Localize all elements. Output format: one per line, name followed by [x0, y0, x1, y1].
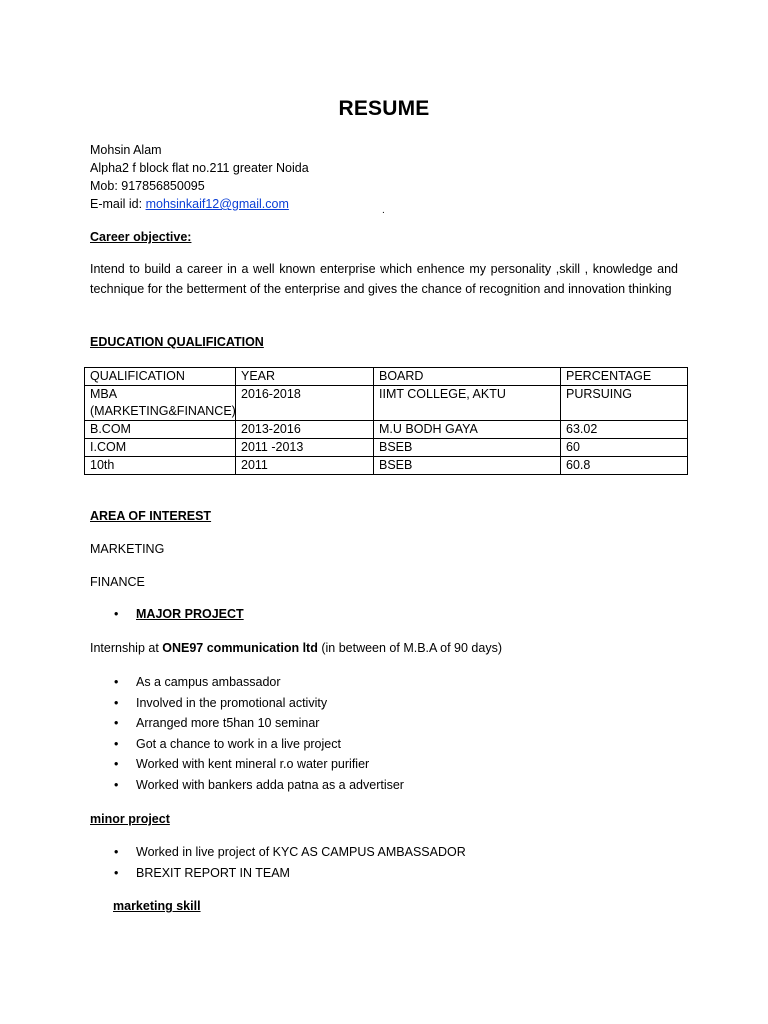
table-cell: BSEB [374, 439, 561, 457]
list-item-text: Worked with bankers adda patna as a advertiser [136, 777, 404, 792]
table-cell: PURSUING [561, 386, 688, 421]
career-objective-heading: Career objective: [90, 230, 192, 244]
list-item [90, 693, 404, 714]
list-item [90, 604, 244, 625]
contact-mobile: Mob: 917856850095 [90, 179, 205, 193]
marketing-skill-heading: marketing skill [113, 899, 201, 913]
resume-title: RESUME [338, 97, 430, 120]
table-cell: IIMT COLLEGE, AKTU [374, 386, 561, 421]
list-item-text: Worked in live project of KYC AS CAMPUS AMBASSADOR [136, 845, 466, 859]
table-cell: I.COM [85, 439, 236, 457]
list-item-text: Arranged more t5han 10 seminar [136, 716, 320, 731]
internship-suffix: (in between of M.B.A of 90 days) [317, 641, 502, 655]
table-cell: 60 [561, 439, 688, 457]
list-item-text: Got a chance to work in a live project [136, 736, 341, 751]
table-cell: 63.02 [561, 421, 688, 439]
stray-dot: . [382, 205, 385, 216]
table-row [85, 386, 688, 421]
table-row [85, 421, 688, 439]
area-of-interest-heading: AREA OF INTEREST [90, 509, 212, 523]
contact-address: Alpha2 f block flat no.211 greater Noida [90, 161, 309, 175]
table-cell: 2013-2016 [236, 421, 374, 439]
table-cell: 2011 -2013 [236, 439, 374, 457]
list-item-text: As a campus ambassador [136, 675, 281, 689]
major-project-list [90, 672, 404, 796]
contact-block [90, 141, 309, 213]
education-heading: EDUCATION QUALIFICATION [90, 335, 264, 349]
bullet-icon: • [114, 695, 119, 710]
education-table [84, 367, 688, 475]
interest-item: FINANCE [90, 575, 145, 589]
table-cell: BSEB [374, 457, 561, 475]
list-item [90, 734, 404, 755]
minor-project-list [90, 842, 466, 883]
list-item [90, 863, 466, 884]
list-item [90, 775, 404, 796]
table-header-cell: QUALIFICATION [85, 368, 236, 386]
table-cell: 2011 [236, 457, 374, 475]
contact-name: Mohsin Alam [90, 143, 162, 157]
major-project-heading-list [90, 604, 244, 625]
bullet-icon: • [114, 607, 119, 621]
list-item [90, 754, 404, 775]
bullet-icon: • [114, 716, 119, 731]
internship-company: ONE97 communication ltd [162, 641, 318, 655]
bullet-icon: • [114, 865, 119, 880]
table-row [85, 439, 688, 457]
table-header-row [85, 368, 688, 386]
bullet-icon: • [114, 675, 119, 689]
table-cell: 2016-2018 [236, 386, 374, 421]
bullet-icon: • [114, 757, 119, 772]
list-item [90, 713, 404, 734]
interest-item: MARKETING [90, 542, 165, 556]
table-header-cell: YEAR [236, 368, 374, 386]
list-item-text: Involved in the promotional activity [136, 695, 328, 710]
email-link[interactable]: mohsinkaif12@gmail.com [145, 197, 289, 211]
major-project-heading: MAJOR PROJECT [136, 607, 244, 621]
list-item [90, 672, 404, 693]
minor-project-heading: minor project [90, 812, 170, 826]
bullet-icon: • [114, 845, 119, 859]
email-label: E-mail id: [90, 197, 146, 211]
table-row [85, 457, 688, 475]
internship-prefix: Internship at [90, 641, 163, 655]
list-item-text: BREXIT REPORT IN TEAM [136, 865, 290, 880]
table-cell: M.U BODH GAYA [374, 421, 561, 439]
bullet-icon: • [114, 777, 119, 792]
table-cell: 10th [85, 457, 236, 475]
table-cell: B.COM [85, 421, 236, 439]
list-item [90, 842, 466, 863]
career-objective-text: Intend to build a career in a well known enterprise which enhence my personality ,skill , knowledge and technique for the betterment of the enterprise and gives the chance of recognition and innovation thinking [90, 262, 678, 296]
table-cell: 60.8 [561, 457, 688, 475]
contact-email-line [90, 195, 309, 213]
table-header-cell: BOARD [374, 368, 561, 386]
table-cell: MBA (MARKETING&FINANCE) [85, 386, 236, 421]
bullet-icon: • [114, 736, 119, 751]
internship-line [90, 639, 502, 657]
list-item-text: Worked with kent mineral r.o water purifier [136, 757, 370, 772]
table-header-cell: PERCENTAGE [561, 368, 688, 386]
